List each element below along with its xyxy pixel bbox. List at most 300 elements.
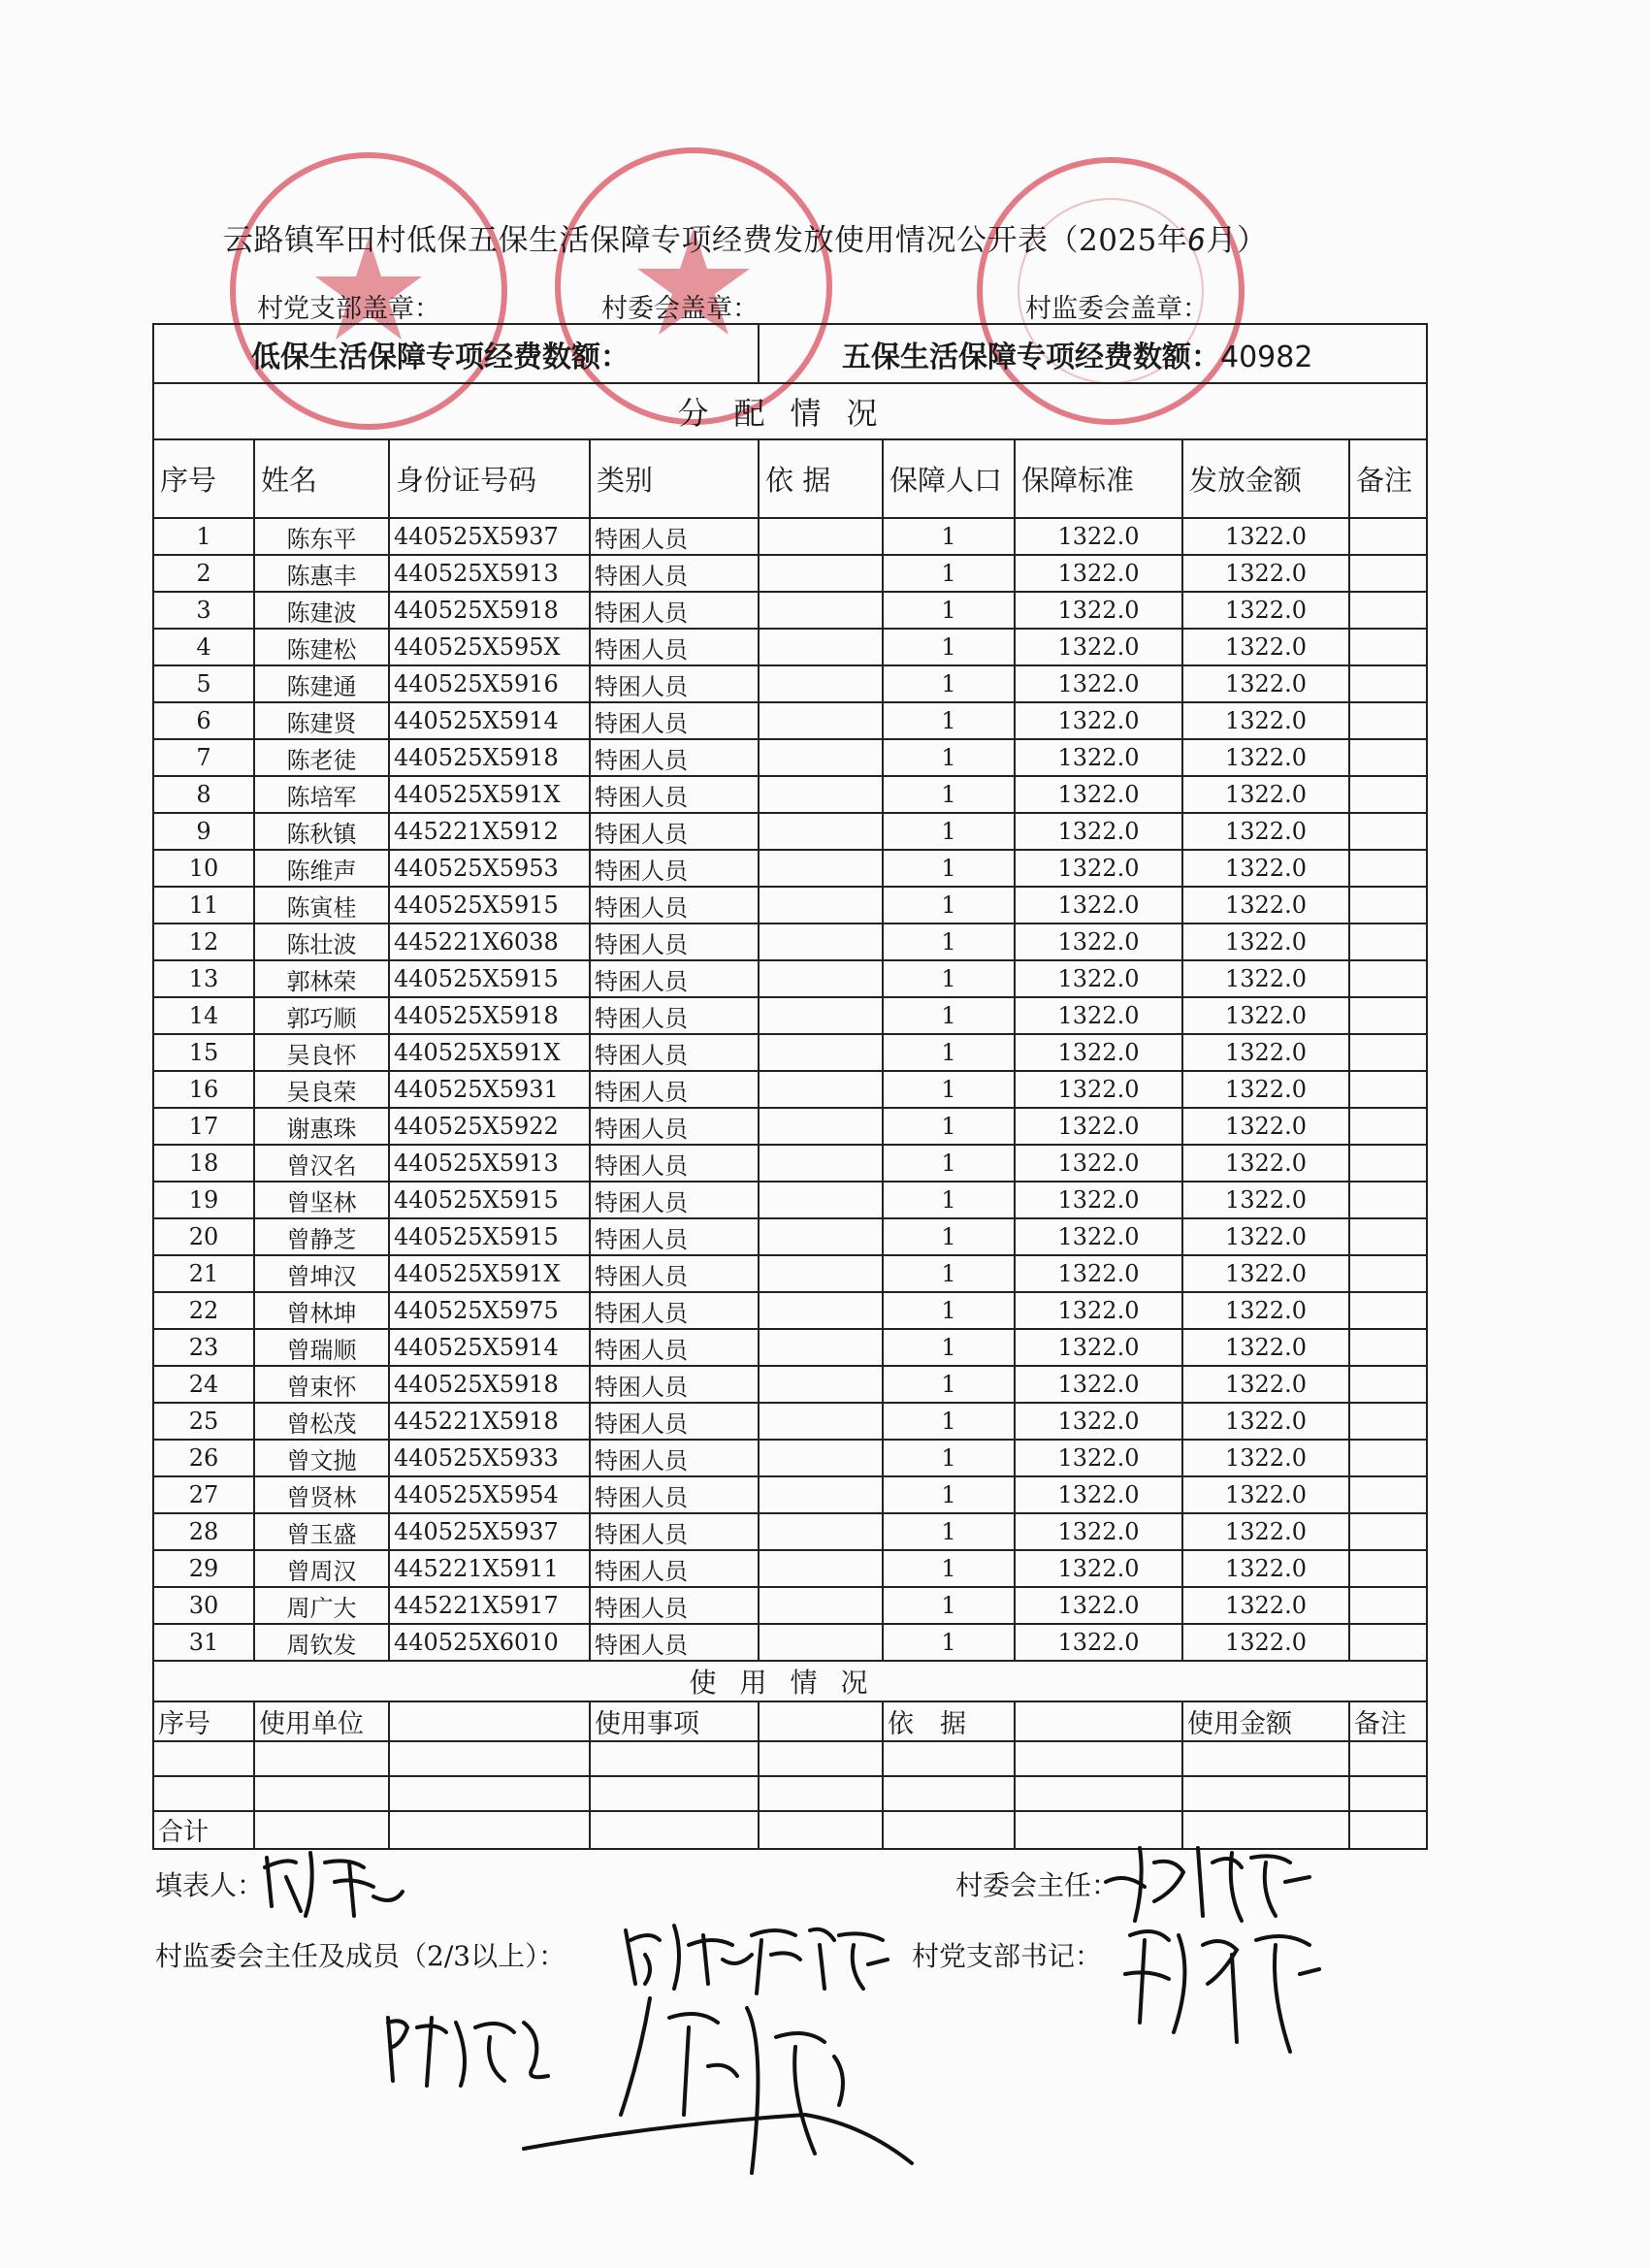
row-index: 4 [153, 629, 254, 665]
header-population: 保障人口 [883, 439, 1015, 518]
row-index: 24 [153, 1366, 254, 1403]
filler-label: 填表人： [155, 1869, 265, 1901]
row-population: 1 [883, 923, 1015, 960]
row-id-number: 445221X5912 [389, 813, 590, 850]
row-name: 陈维声 [254, 850, 389, 887]
row-standard: 1322.0 [1015, 1550, 1182, 1587]
row-basis [759, 1108, 883, 1145]
wubao-amount-label: 五保生活保障专项经费数额： [842, 340, 1220, 374]
usage-header-item: 使用事项 [590, 1701, 759, 1741]
table-row [153, 1550, 1427, 1587]
row-basis [759, 1071, 883, 1108]
row-index: 9 [153, 813, 254, 850]
usage-heading: 使用情况 [153, 1661, 1427, 1701]
row-remarks [1349, 1440, 1427, 1476]
row-basis [759, 1182, 883, 1218]
row-remarks [1349, 592, 1427, 629]
row-index: 8 [153, 776, 254, 813]
row-category: 特困人员 [590, 1476, 759, 1513]
row-category: 特困人员 [590, 702, 759, 739]
table-row [153, 518, 1427, 555]
row-name: 曾周汉 [254, 1550, 389, 1587]
row-index: 5 [153, 665, 254, 702]
row-amount: 1322.0 [1182, 1071, 1349, 1108]
row-index: 25 [153, 1403, 254, 1440]
row-basis [759, 1624, 883, 1661]
table-row [153, 1440, 1427, 1476]
row-id-number: 440525X595X [389, 629, 590, 665]
row-category: 特困人员 [590, 997, 759, 1034]
row-category: 特困人员 [590, 1255, 759, 1292]
village-committee-seal-label: 村委会盖章： [601, 294, 759, 324]
row-basis [759, 997, 883, 1034]
row-basis [759, 1218, 883, 1255]
row-id-number: 440525X5918 [389, 739, 590, 776]
row-standard: 1322.0 [1015, 1513, 1182, 1550]
row-name: 曾玉盛 [254, 1513, 389, 1550]
row-id-number: 440525X5922 [389, 1108, 590, 1145]
table-row [153, 887, 1427, 923]
table-row [153, 1182, 1427, 1218]
table-row [153, 1329, 1427, 1366]
row-amount: 1322.0 [1182, 1476, 1349, 1513]
row-basis [759, 1034, 883, 1071]
row-id-number: 440525X6010 [389, 1624, 590, 1661]
usage-header-index: 序号 [153, 1701, 254, 1741]
table-row [153, 1034, 1427, 1071]
row-category: 特困人员 [590, 1034, 759, 1071]
header-id: 身份证号码 [389, 439, 590, 518]
row-amount: 1322.0 [1182, 1329, 1349, 1366]
row-standard: 1322.0 [1015, 1366, 1182, 1403]
row-amount: 1322.0 [1182, 555, 1349, 592]
row-amount: 1322.0 [1182, 997, 1349, 1034]
row-name: 曾瑞顺 [254, 1329, 389, 1366]
row-standard: 1322.0 [1015, 923, 1182, 960]
row-id-number: 445221X5917 [389, 1587, 590, 1624]
row-id-number: 440525X5915 [389, 1182, 590, 1218]
row-basis [759, 739, 883, 776]
table-row [153, 739, 1427, 776]
row-amount: 1322.0 [1182, 739, 1349, 776]
row-population: 1 [883, 1071, 1015, 1108]
row-id-number: 440525X5913 [389, 555, 590, 592]
table-row [153, 813, 1427, 850]
row-basis [759, 555, 883, 592]
row-amount: 1322.0 [1182, 592, 1349, 629]
row-population: 1 [883, 850, 1015, 887]
row-name: 陈建贤 [254, 702, 389, 739]
row-population: 1 [883, 1366, 1015, 1403]
usage-total-label: 合计 [153, 1811, 254, 1849]
wubao-amount-value: 40982 [1220, 340, 1313, 374]
row-index: 2 [153, 555, 254, 592]
row-population: 1 [883, 1403, 1015, 1440]
row-category: 特困人员 [590, 1182, 759, 1218]
row-standard: 1322.0 [1015, 1071, 1182, 1108]
row-population: 1 [883, 555, 1015, 592]
row-index: 3 [153, 592, 254, 629]
row-category: 特困人员 [590, 1587, 759, 1624]
row-remarks [1349, 1292, 1427, 1329]
row-id-number: 440525X5918 [389, 592, 590, 629]
row-basis [759, 1329, 883, 1366]
row-category: 特困人员 [590, 1403, 759, 1440]
row-name: 陈建松 [254, 629, 389, 665]
row-id-number: 440525X5933 [389, 1440, 590, 1476]
table-row [153, 1108, 1427, 1145]
row-index: 23 [153, 1329, 254, 1366]
row-basis [759, 850, 883, 887]
header-name: 姓名 [254, 439, 389, 518]
row-standard: 1322.0 [1015, 1108, 1182, 1145]
filler-signature [257, 1838, 412, 1926]
row-id-number: 440525X5913 [389, 1145, 590, 1182]
row-standard: 1322.0 [1015, 1403, 1182, 1440]
distribution-header-row [153, 439, 1427, 518]
row-remarks [1349, 850, 1427, 887]
row-name: 陈建通 [254, 665, 389, 702]
row-amount: 1322.0 [1182, 1587, 1349, 1624]
row-id-number: 440525X5918 [389, 1366, 590, 1403]
table-row [153, 1624, 1427, 1661]
row-id-number: 440525X5916 [389, 665, 590, 702]
row-population: 1 [883, 1108, 1015, 1145]
row-basis [759, 1513, 883, 1550]
table-row [153, 1292, 1427, 1329]
row-id-number: 445221X6038 [389, 923, 590, 960]
row-basis [759, 1145, 883, 1182]
row-population: 1 [883, 1255, 1015, 1292]
row-amount: 1322.0 [1182, 518, 1349, 555]
row-standard: 1322.0 [1015, 739, 1182, 776]
row-amount: 1322.0 [1182, 1550, 1349, 1587]
header-standard: 保障标准 [1015, 439, 1182, 518]
usage-header-blank [759, 1701, 883, 1741]
row-standard: 1322.0 [1015, 1145, 1182, 1182]
row-index: 10 [153, 850, 254, 887]
usage-header-unit: 使用单位 [254, 1701, 389, 1741]
row-basis [759, 1366, 883, 1403]
table-row [153, 850, 1427, 887]
row-basis [759, 518, 883, 555]
row-amount: 1322.0 [1182, 629, 1349, 665]
row-remarks [1349, 1108, 1427, 1145]
row-category: 特困人员 [590, 1366, 759, 1403]
row-population: 1 [883, 1476, 1015, 1513]
row-basis [759, 1403, 883, 1440]
row-category: 特困人员 [590, 1145, 759, 1182]
table-row [153, 1403, 1427, 1440]
supervision-signature-4 [514, 1979, 922, 2187]
row-population: 1 [883, 592, 1015, 629]
table-row [153, 997, 1427, 1034]
distribution-heading: 分配情况 [153, 383, 1427, 439]
row-standard: 1322.0 [1015, 997, 1182, 1034]
row-category: 特困人员 [590, 1329, 759, 1366]
row-basis [759, 665, 883, 702]
row-basis [759, 960, 883, 997]
row-standard: 1322.0 [1015, 813, 1182, 850]
row-id-number: 440525X5937 [389, 518, 590, 555]
row-category: 特困人员 [590, 923, 759, 960]
row-name: 曾静芝 [254, 1218, 389, 1255]
row-remarks [1349, 1403, 1427, 1440]
row-name: 陈寅桂 [254, 887, 389, 923]
row-remarks [1349, 1624, 1427, 1661]
table-row [153, 923, 1427, 960]
table-row [153, 1587, 1427, 1624]
header-amount: 发放金额 [1182, 439, 1349, 518]
row-population: 1 [883, 702, 1015, 739]
committee-director-label: 村委会主任： [955, 1869, 1119, 1901]
row-remarks [1349, 1550, 1427, 1587]
row-standard: 1322.0 [1015, 850, 1182, 887]
row-id-number: 440525X591X [389, 1034, 590, 1071]
row-id-number: 440525X5937 [389, 1513, 590, 1550]
row-name: 曾束怀 [254, 1366, 389, 1403]
row-standard: 1322.0 [1015, 1476, 1182, 1513]
row-remarks [1349, 887, 1427, 923]
table-row [153, 776, 1427, 813]
usage-header-remarks: 备注 [1349, 1701, 1427, 1741]
row-population: 1 [883, 997, 1015, 1034]
row-name: 曾贤林 [254, 1476, 389, 1513]
row-name: 陈壮波 [254, 923, 389, 960]
row-index: 7 [153, 739, 254, 776]
row-category: 特困人员 [590, 1071, 759, 1108]
table-row [153, 1145, 1427, 1182]
row-id-number: 440525X5954 [389, 1476, 590, 1513]
row-index: 17 [153, 1108, 254, 1145]
row-index: 15 [153, 1034, 254, 1071]
row-category: 特困人员 [590, 665, 759, 702]
page-title: 云路镇军田村低保五保生活保障专项经费发放使用情况公开表（2025年6月） [223, 223, 1268, 258]
table-row [153, 1513, 1427, 1550]
row-id-number: 440525X5953 [389, 850, 590, 887]
row-id-number: 440525X591X [389, 1255, 590, 1292]
row-amount: 1322.0 [1182, 1366, 1349, 1403]
row-population: 1 [883, 776, 1015, 813]
row-category: 特困人员 [590, 1108, 759, 1145]
row-category: 特困人员 [590, 739, 759, 776]
row-id-number: 440525X5915 [389, 960, 590, 997]
row-id-number: 445221X5911 [389, 1550, 590, 1587]
row-population: 1 [883, 1034, 1015, 1071]
row-amount: 1322.0 [1182, 1034, 1349, 1071]
row-amount: 1322.0 [1182, 665, 1349, 702]
summary-row [153, 324, 1427, 383]
row-population: 1 [883, 1218, 1015, 1255]
row-name: 吴良荣 [254, 1071, 389, 1108]
row-remarks [1349, 1182, 1427, 1218]
row-basis [759, 1476, 883, 1513]
row-remarks [1349, 1513, 1427, 1550]
row-population: 1 [883, 1440, 1015, 1476]
distribution-rows [153, 518, 1427, 1661]
row-index: 13 [153, 960, 254, 997]
header-remarks: 备注 [1349, 439, 1427, 518]
row-index: 29 [153, 1550, 254, 1587]
header-index: 序号 [153, 439, 254, 518]
row-population: 1 [883, 1550, 1015, 1587]
row-index: 16 [153, 1071, 254, 1108]
row-id-number: 440525X5915 [389, 1218, 590, 1255]
row-index: 20 [153, 1218, 254, 1255]
usage-header-blank [1015, 1701, 1182, 1741]
usage-empty-row [153, 1741, 1427, 1776]
row-standard: 1322.0 [1015, 555, 1182, 592]
row-amount: 1322.0 [1182, 813, 1349, 850]
row-population: 1 [883, 813, 1015, 850]
row-name: 陈东平 [254, 518, 389, 555]
row-amount: 1322.0 [1182, 1108, 1349, 1145]
row-amount: 1322.0 [1182, 887, 1349, 923]
row-population: 1 [883, 1587, 1015, 1624]
row-population: 1 [883, 887, 1015, 923]
row-amount: 1322.0 [1182, 923, 1349, 960]
usage-header-basis: 依 据 [883, 1701, 1015, 1741]
row-standard: 1322.0 [1015, 1624, 1182, 1661]
row-standard: 1322.0 [1015, 1255, 1182, 1292]
row-basis [759, 813, 883, 850]
row-remarks [1349, 997, 1427, 1034]
row-population: 1 [883, 1513, 1015, 1550]
row-name: 曾坚林 [254, 1182, 389, 1218]
row-standard: 1322.0 [1015, 665, 1182, 702]
row-index: 18 [153, 1145, 254, 1182]
row-standard: 1322.0 [1015, 592, 1182, 629]
row-amount: 1322.0 [1182, 1255, 1349, 1292]
row-category: 特困人员 [590, 887, 759, 923]
row-remarks [1349, 702, 1427, 739]
row-population: 1 [883, 1329, 1015, 1366]
row-basis [759, 1255, 883, 1292]
row-name: 曾松茂 [254, 1403, 389, 1440]
row-population: 1 [883, 518, 1015, 555]
row-standard: 1322.0 [1015, 1218, 1182, 1255]
row-index: 11 [153, 887, 254, 923]
row-population: 1 [883, 1145, 1015, 1182]
row-category: 特困人员 [590, 592, 759, 629]
table-row [153, 1255, 1427, 1292]
row-id-number: 440525X5915 [389, 887, 590, 923]
row-category: 特困人员 [590, 629, 759, 665]
row-remarks [1349, 665, 1427, 702]
title-month: 6 [1187, 223, 1207, 258]
row-remarks [1349, 518, 1427, 555]
row-basis [759, 1587, 883, 1624]
row-name: 周钦发 [254, 1624, 389, 1661]
dibao-amount-label: 低保生活保障专项经费数额： [153, 324, 759, 383]
row-name: 曾文抛 [254, 1440, 389, 1476]
row-name: 陈惠丰 [254, 555, 389, 592]
party-branch-seal-label: 村党支部盖章： [257, 294, 440, 324]
row-index: 26 [153, 1440, 254, 1476]
row-index: 31 [153, 1624, 254, 1661]
row-amount: 1322.0 [1182, 1403, 1349, 1440]
row-name: 周广大 [254, 1587, 389, 1624]
row-index: 19 [153, 1182, 254, 1218]
row-standard: 1322.0 [1015, 960, 1182, 997]
row-basis [759, 629, 883, 665]
usage-header-blank [389, 1701, 590, 1741]
row-basis [759, 1440, 883, 1476]
row-name: 陈培军 [254, 776, 389, 813]
row-category: 特困人员 [590, 555, 759, 592]
row-name: 陈秋镇 [254, 813, 389, 850]
row-population: 1 [883, 739, 1015, 776]
row-remarks [1349, 923, 1427, 960]
row-category: 特困人员 [590, 1440, 759, 1476]
party-secretary-signature [1116, 1916, 1329, 2071]
wubao-amount-cell [759, 324, 1427, 383]
row-population: 1 [883, 1624, 1015, 1661]
row-name: 郭巧顺 [254, 997, 389, 1034]
row-index: 28 [153, 1513, 254, 1550]
row-remarks [1349, 776, 1427, 813]
table-row [153, 592, 1427, 629]
row-id-number: 440525X5914 [389, 702, 590, 739]
row-name: 曾汉名 [254, 1145, 389, 1182]
row-standard: 1322.0 [1015, 1292, 1182, 1329]
row-amount: 1322.0 [1182, 1182, 1349, 1218]
row-population: 1 [883, 629, 1015, 665]
row-amount: 1322.0 [1182, 1218, 1349, 1255]
row-name: 曾林坤 [254, 1292, 389, 1329]
row-amount: 1322.0 [1182, 960, 1349, 997]
row-name: 陈老徒 [254, 739, 389, 776]
row-population: 1 [883, 665, 1015, 702]
usage-header-amount: 使用金额 [1182, 1701, 1349, 1741]
row-remarks [1349, 1145, 1427, 1182]
row-basis [759, 776, 883, 813]
table-row [153, 1218, 1427, 1255]
row-standard: 1322.0 [1015, 702, 1182, 739]
row-id-number: 445221X5918 [389, 1403, 590, 1440]
table-row [153, 665, 1427, 702]
row-name: 曾坤汉 [254, 1255, 389, 1292]
row-index: 12 [153, 923, 254, 960]
supervision-seal-label: 村监委会盖章： [1025, 294, 1209, 324]
row-amount: 1322.0 [1182, 1440, 1349, 1476]
row-category: 特困人员 [590, 960, 759, 997]
row-id-number: 440525X5914 [389, 1329, 590, 1366]
row-category: 特困人员 [590, 850, 759, 887]
row-category: 特困人员 [590, 1218, 759, 1255]
row-category: 特困人员 [590, 1550, 759, 1587]
row-remarks [1349, 1476, 1427, 1513]
row-amount: 1322.0 [1182, 850, 1349, 887]
row-standard: 1322.0 [1015, 1440, 1182, 1476]
row-index: 14 [153, 997, 254, 1034]
row-remarks [1349, 739, 1427, 776]
usage-empty-row [153, 1776, 1427, 1811]
row-remarks [1349, 1218, 1427, 1255]
row-remarks [1349, 1071, 1427, 1108]
row-standard: 1322.0 [1015, 1587, 1182, 1624]
row-remarks [1349, 960, 1427, 997]
row-name: 吴良怀 [254, 1034, 389, 1071]
row-standard: 1322.0 [1015, 887, 1182, 923]
row-category: 特困人员 [590, 1292, 759, 1329]
row-id-number: 440525X5931 [389, 1071, 590, 1108]
table-row [153, 1476, 1427, 1513]
row-remarks [1349, 1366, 1427, 1403]
row-category: 特困人员 [590, 1513, 759, 1550]
header-basis: 依 据 [759, 439, 883, 518]
row-id-number: 440525X5975 [389, 1292, 590, 1329]
